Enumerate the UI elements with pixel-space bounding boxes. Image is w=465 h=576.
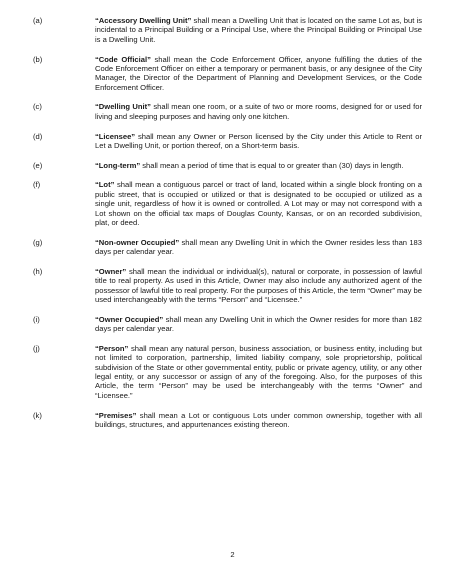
definition-text: shall mean a period of time that is equal to or greater than (30) days in length. [140,160,404,170]
definition-j [33,343,422,400]
definition-k [33,410,422,430]
definition-term: “Dwelling Unit” [95,102,151,112]
definition-f [33,180,422,227]
definition-label: (b) [33,54,43,64]
definition-text: shall mean one room, or a suite of two or more rooms, designed for or used for living and sleeping purposes and having only one kitchen. [95,102,423,121]
definition-term: “Long-term” [95,160,141,170]
definition-term: “Licensee” [95,131,136,141]
definition-label: (g) [33,237,43,247]
definition-label: (j) [33,343,40,353]
definition-label: (i) [33,314,40,324]
definition-term: “Owner Occupied” [95,314,164,324]
definition-term: “Premises” [95,410,137,420]
definition-text: shall mean a Dwelling Unit that is located on the same Lot as, but is incidental to a Principal Building or a Principal Use, where the Principal Building or Principal Use is a Dwelling Unit. [95,16,423,44]
definition-text: shall mean a contiguous parcel or tract of land, located within a single block fronting on a public street, that is occupied or utilized or that is designated to be occupied or utilized as a single unit, regardless of how it is owned or controlled. A Lot may or may not correspond with a Lot shown on the official tax maps of Douglas County, Kansas, or on an recorded subdivision, plat, or deed. [95,180,422,227]
definition-term: “Lot” [95,180,115,190]
definition-text: shall mean the Code Enforcement Officer, anyone fulfilling the duties of the Code Enforcement Officer on either a temporary or permanent basis, or any designee of the City Manager, the Director of the Department of Planning and Development Services, or the Code Enforcement Officer. [95,54,422,92]
definition-label: (f) [33,180,41,190]
definition-label: (k) [33,410,42,420]
definition-term: “Code Official” [95,54,151,64]
definition-a [33,16,423,44]
definition-label: (c) [33,102,42,112]
definition-text: shall mean any Dwelling Unit in which the Owner resides less than 183 days per calendar year. [95,237,422,257]
definition-term: “Non-owner Occupied” [95,237,180,247]
definition-label: (d) [33,131,43,141]
definition-term: “Owner” [95,266,127,276]
page-number: 2 [230,550,235,559]
definition-term: “Accessory Dwelling Unit” [95,16,192,25]
definition-term: “Person” [95,343,129,353]
definition-g [33,237,422,257]
definition-e [33,160,422,170]
definition-i [33,314,423,334]
definition-text: shall mean a Lot or contiguous Lots under common ownership, together with all buildings, structures, and appurtenances existing thereon. [95,410,422,429]
definition-text: shall mean any Owner or Person licensed by the City under this Article to Rent or Let a Dwelling Unit, or portion thereof, on a Short-term basis. [95,131,422,150]
definition-label: (e) [33,160,43,170]
definition-c [33,102,423,121]
definition-text: shall mean any natural person, business association, or business entity, including but not limited to corporation, partnership, limited liability company, sole proprietorship, political subdivision of the State or other governmental entity, public or private agency, utility, or any other legal entity, or any successor or assign of any of the foregoing. Also, for the purposes of this Article, the term “Person” may be used be interchangeably with the terms “Owner” and “Licensee.” [95,343,422,400]
definition-b [33,54,422,93]
definition-label: (h) [33,266,43,276]
definition-text: shall mean the individual or individual(s), natural or corporate, in possession of lawful title to real property. As used in this Article, Owner may also include any authorized agent of the possessor of lawful title to real property. For the purposes of this Article, the term “Owner” may be used interchangeably with the terms “Person” and “Licensee.” [95,266,422,305]
definition-d [33,131,422,151]
definitions-list [33,16,423,440]
definition-h [33,266,422,305]
definition-label: (a) [33,16,43,25]
definition-text: shall mean any Dwelling Unit in which the Owner resides for more than 182 days per calendar year. [95,314,423,334]
